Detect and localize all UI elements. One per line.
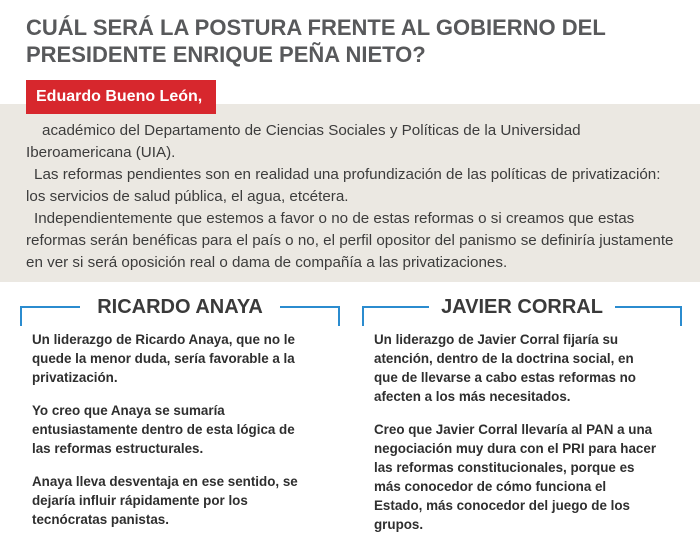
- column-javier-corral: [362, 296, 682, 532]
- column-paragraph: Un liderazgo de Ricardo Anaya, que no le quede la menor duda, sería favorable a la privatización.: [32, 332, 295, 385]
- column-paragraph: Un liderazgo de Javier Corral fijaría su atención, dentro de la doctrina social, en que de llevarse a cabo estas reformas no afecten a los más necesitados.: [374, 332, 636, 404]
- column-paragraph: Yo creo que Anaya se sumaría entusiastamente dentro de esta lógica de las reformas estructurales.: [32, 403, 295, 456]
- column-paragraph: Anaya lleva desventaja en ese sentido, se dejaría influir rápidamente por los tecnócratas panistas.: [32, 474, 298, 527]
- column-ricardo-anaya: [20, 296, 340, 527]
- quote-paragraph-1: académico del Departamento de Ciencias Sociales y Políticas de la Universidad Iberoamericana (UIA).: [26, 122, 581, 161]
- headline: [26, 14, 686, 68]
- quote-paragraph-2: Las reformas pendientes son en realidad una profundización de las políticas de privatización: los servicios de salud pública, el agua, etcétera.: [26, 166, 661, 205]
- column-title-text: RICARDO ANAYA: [85, 296, 275, 318]
- column-paragraph: Creo que Javier Corral llevaría al PAN a una negociación muy dura con el PRI para hacer las reformas constitucionales, porque es más conocedor de cómo funciona el Estado, más conocedor del juego de los grupos.: [374, 422, 657, 532]
- column-body: [374, 330, 658, 548]
- headline-line-1: CUÁL SERÁ LA POSTURA FRENTE AL GOBIERNO DEL: [26, 15, 606, 40]
- quote-paragraph-3: Independientemente que estemos a favor o no de estas reformas o si creamos que estas reformas serán benéficas para el país o no, el perfil opositor del panismo se definiría justamente en ver si será oposición real o dama de compañía a las privatizaciones.: [26, 210, 674, 271]
- quote-text: [26, 120, 680, 274]
- author-name-tab: Eduardo Bueno León,: [26, 80, 214, 114]
- column-title-text: JAVIER CORRAL: [429, 296, 615, 318]
- column-body: [32, 330, 316, 543]
- column-title: [20, 294, 340, 320]
- column-title: [362, 294, 682, 320]
- headline-line-2: PRESIDENTE ENRIQUE PEÑA NIETO?: [26, 42, 426, 67]
